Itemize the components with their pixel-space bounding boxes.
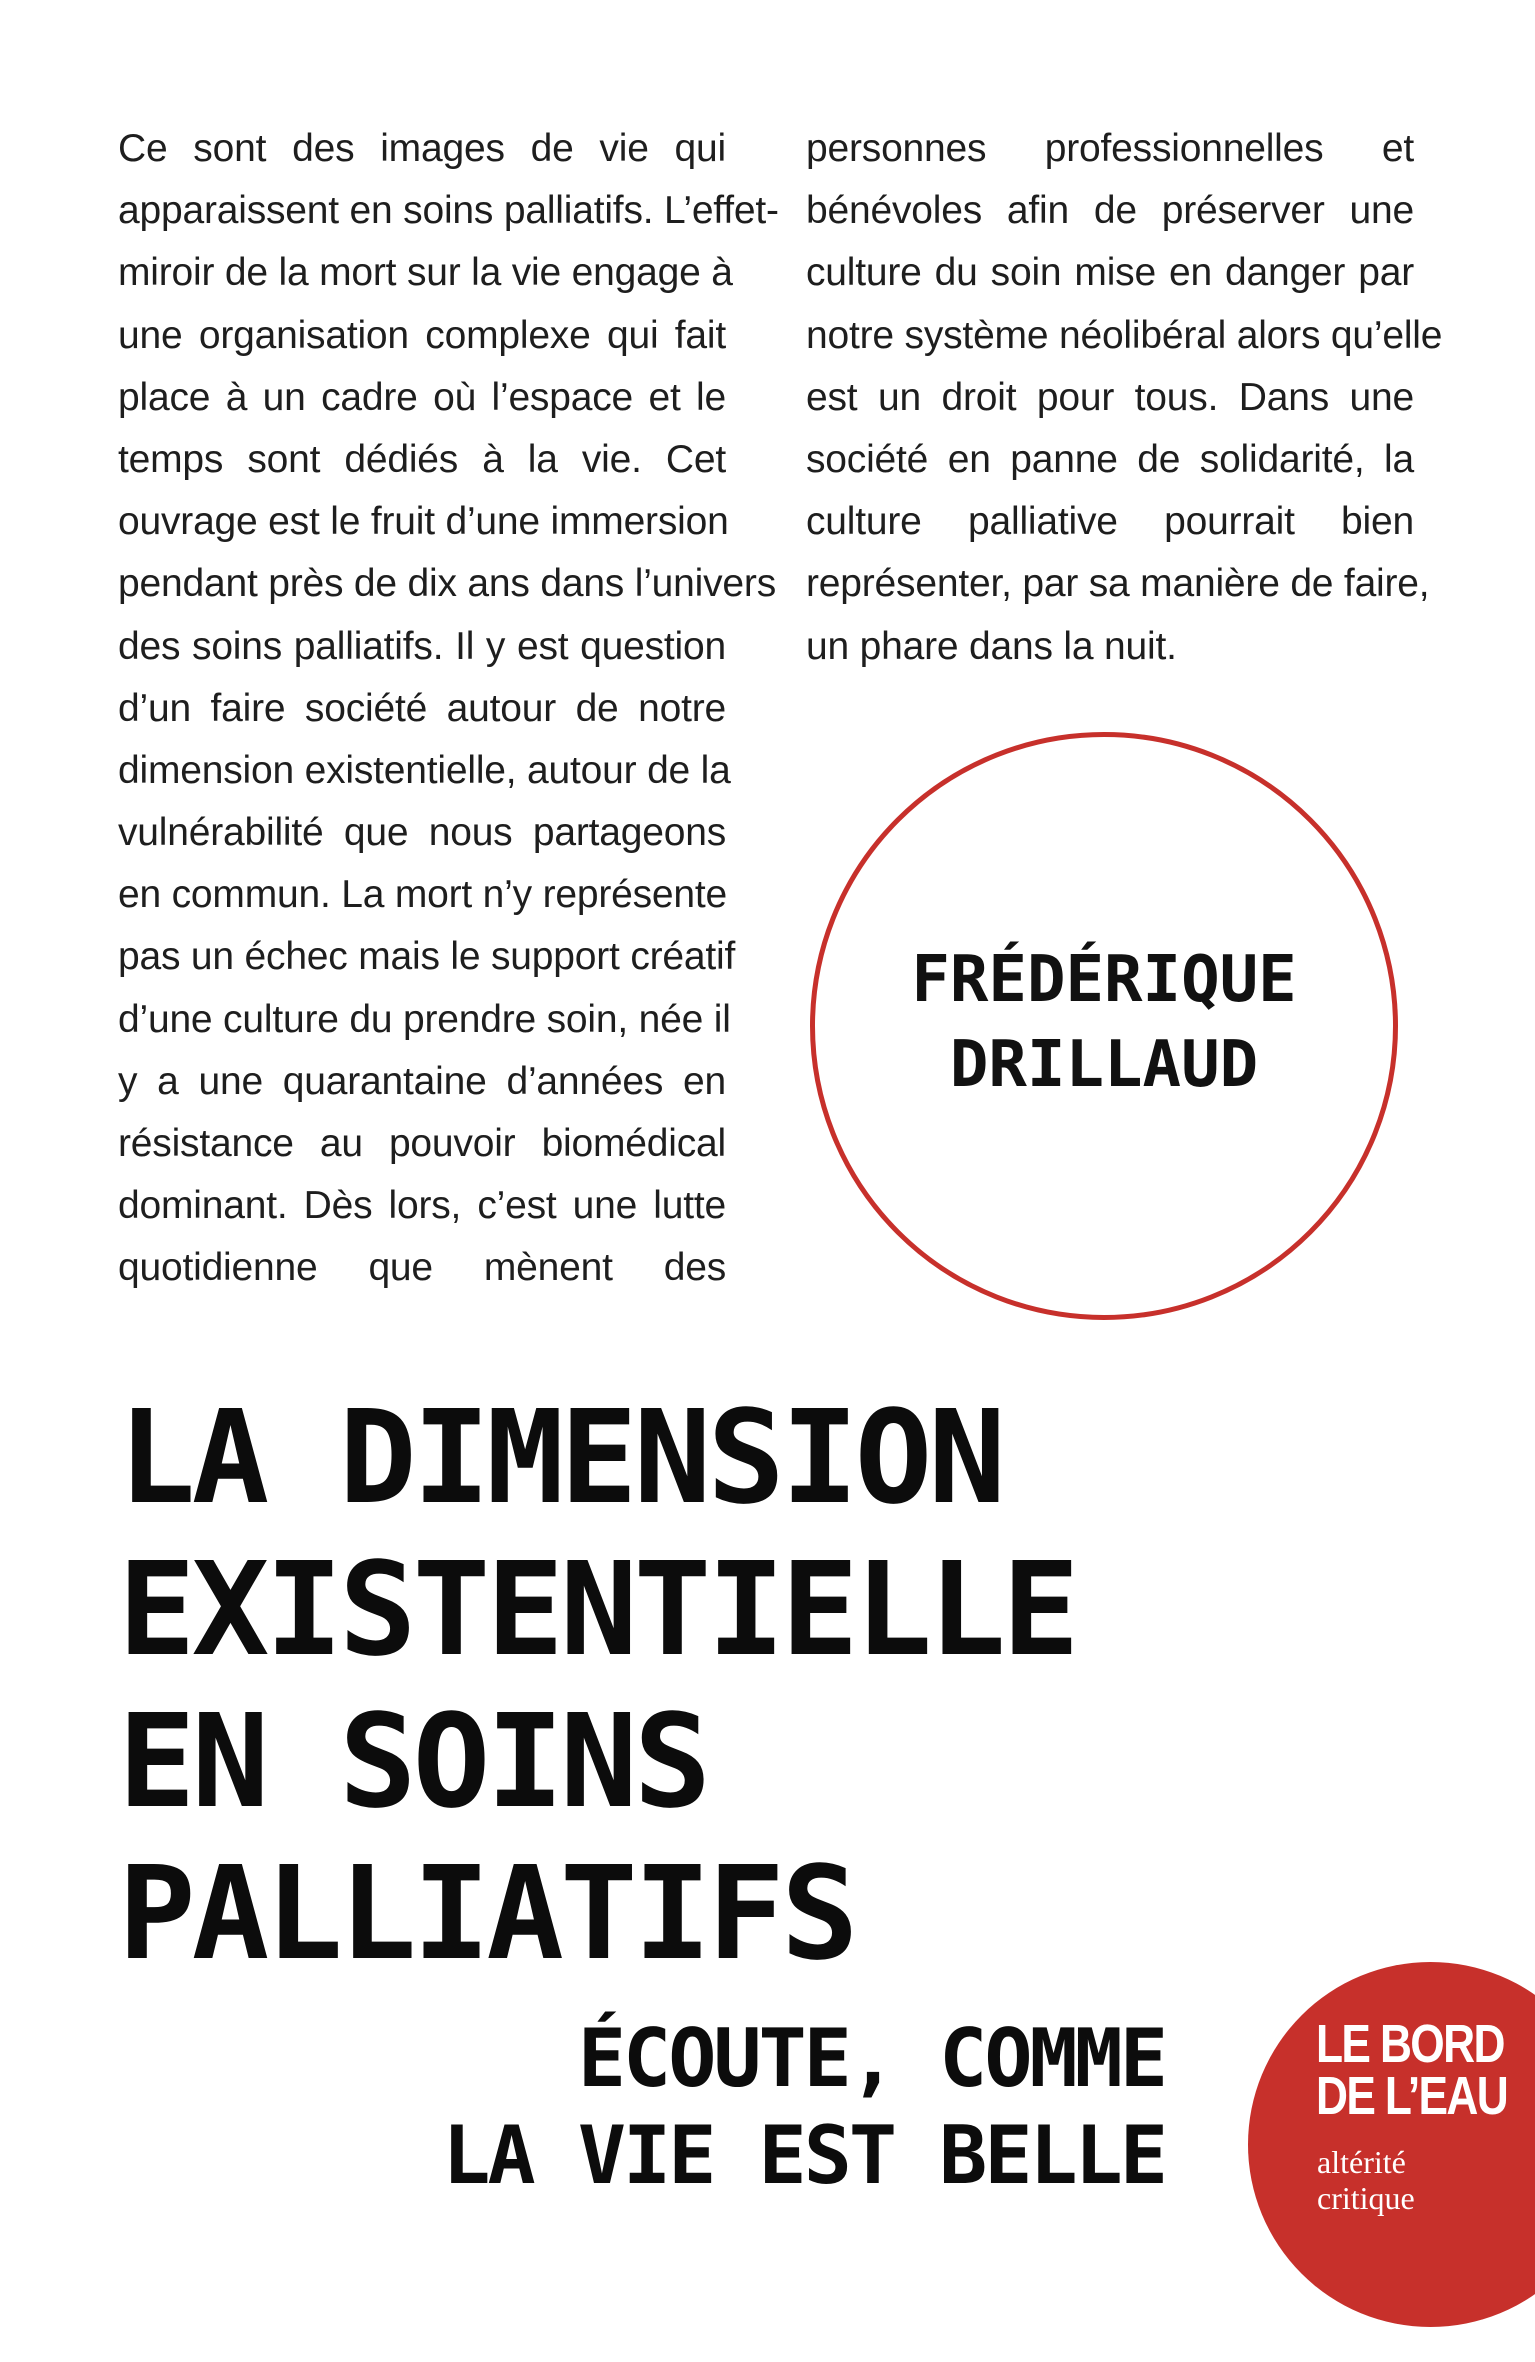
blurb-line: pendant près de dix ans dans l’univers	[118, 562, 776, 606]
title-line: EXISTENTIELLE	[118, 1535, 1076, 1685]
collection-line: altérité	[1317, 2144, 1406, 2180]
title-line: LA DIMENSION	[118, 1383, 1002, 1533]
publisher-name-line: LE BORD	[1316, 2014, 1504, 2074]
blurb-line: vulnérabilité que nous partageons	[118, 811, 726, 855]
blurb-line: pas un échec mais le support créatif	[118, 935, 736, 979]
blurb-line: quotidienne que mènent des	[118, 1246, 726, 1290]
book-title	[118, 1382, 1318, 1990]
blurb-line: une organisation complexe qui fait	[118, 313, 726, 357]
subtitle-line: ÉCOUTE, COMME	[577, 2012, 1165, 2105]
collection-line: critique	[1317, 2180, 1415, 2216]
blurb-line: représenter, par sa manière de faire,	[806, 562, 1430, 606]
blurb-line: Ce sont des images de vie qui	[118, 127, 726, 170]
publisher-collection	[1317, 2144, 1415, 2216]
blurb-line: notre système néolibéral alors qu’elle	[806, 313, 1443, 357]
blurb-line: d’une culture du prendre soin, née il	[118, 997, 731, 1041]
title-line: PALLIATIFS	[118, 1839, 855, 1989]
author-name	[810, 938, 1398, 1108]
blurb-line: d’un faire société autour de notre	[118, 686, 726, 730]
blurb-line: culture palliative pourrait bien	[806, 500, 1414, 544]
blurb-line: miroir de la mort sur la vie engage à	[118, 251, 733, 295]
blurb-line: des soins palliatifs. Il y est question	[118, 624, 726, 668]
blurb-line: en commun. La mort n’y représente	[118, 873, 728, 917]
blurb-line: ouvrage est le fruit d’une immersion	[118, 500, 729, 544]
book-subtitle	[442, 2010, 1165, 2204]
blurb-line: personnes professionnelles et	[806, 127, 1414, 170]
blurb-line: bénévoles afin de préserver une	[806, 189, 1414, 233]
blurb-line: apparaissent en soins palliatifs. L’effet-	[118, 189, 779, 233]
title-line: EN SOINS	[118, 1687, 708, 1837]
subtitle-line: LA VIE EST BELLE	[442, 2109, 1165, 2202]
blurb-right-column	[806, 118, 1443, 678]
blurb-line: y a une quarantaine d’années en	[118, 1059, 726, 1103]
blurb-line: un phare dans la nuit.	[806, 624, 1177, 668]
blurb-line: dominant. Dès lors, c’est une lutte	[118, 1184, 726, 1228]
blurb-line: culture du soin mise en danger par	[806, 251, 1414, 295]
blurb-line: temps sont dédiés à la vie. Cet	[118, 437, 726, 481]
blurb-line: est un droit pour tous. Dans une	[806, 375, 1414, 419]
blurb-line: place à un cadre où l’espace et le	[118, 375, 726, 419]
blurb-line: dimension existentielle, autour de la	[118, 748, 731, 792]
blurb-line: société en panne de solidarité, la	[806, 437, 1414, 481]
blurb-line: résistance au pouvoir biomédical	[118, 1122, 726, 1165]
author-last-name: DRILLAUD	[949, 1028, 1259, 1102]
blurb-left-column	[118, 118, 779, 1300]
author-first-name: FRÉDÉRIQUE	[911, 943, 1297, 1017]
publisher-name-line: DE L’EAU	[1316, 2066, 1508, 2126]
publisher-name	[1316, 2014, 1508, 2126]
